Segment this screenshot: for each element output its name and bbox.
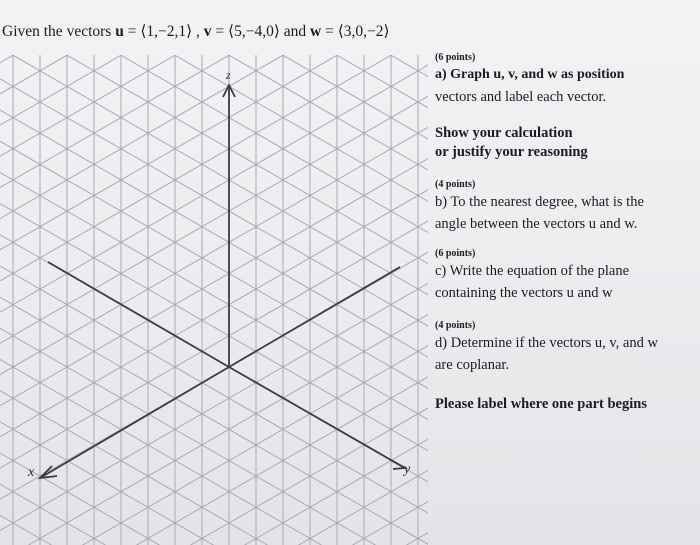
part-b-line1: b) To the nearest degree, what is the bbox=[435, 194, 644, 210]
grid-diagonal-line bbox=[0, 55, 430, 281]
y-axis bbox=[229, 367, 405, 468]
grid-diagonal-line bbox=[0, 328, 430, 545]
y-axis-label: y bbox=[404, 462, 411, 477]
part-a bbox=[435, 52, 697, 108]
part-a-line1: a) Graph u, v, and w as position bbox=[435, 67, 625, 82]
grid-diagonal-line bbox=[0, 532, 430, 545]
part-c-points: (6 points) bbox=[435, 248, 476, 259]
x-axis-label: x bbox=[28, 465, 35, 480]
vector-v-value: ⟨5,−4,0⟩ bbox=[228, 23, 280, 40]
problem-header bbox=[2, 22, 390, 41]
part-d-line2: are coplanar. bbox=[435, 357, 510, 373]
grid-diagonal-line bbox=[0, 55, 430, 187]
grid-diagonal-line bbox=[0, 297, 430, 545]
vector-v-name: v bbox=[203, 23, 212, 40]
vector-w-name: w bbox=[310, 23, 322, 40]
grid-diagonal-line bbox=[0, 189, 430, 437]
negative-x-axis bbox=[229, 267, 400, 367]
grid-diagonal-line bbox=[0, 313, 430, 545]
grid-diagonal-line bbox=[0, 55, 430, 296]
grid-diagonal-line bbox=[0, 55, 430, 125]
vector-u-name: u bbox=[115, 23, 124, 40]
part-b-points: (4 points) bbox=[435, 179, 476, 190]
grid-diagonal-line bbox=[0, 515, 430, 545]
part-a-line2: vectors and label each vector. bbox=[435, 89, 607, 105]
show-work-line1: Show your calculation bbox=[435, 125, 573, 141]
grid-diagonal-line bbox=[0, 220, 430, 468]
header-and: and bbox=[283, 23, 307, 40]
show-work-note bbox=[435, 124, 697, 162]
label-instruction-text: Please label where one part begins bbox=[435, 396, 647, 412]
part-c bbox=[435, 248, 697, 304]
grid-diagonal-line bbox=[0, 55, 430, 171]
part-a-points: (6 points) bbox=[435, 52, 476, 63]
grid-diagonal-line bbox=[0, 55, 430, 219]
label-instruction bbox=[435, 395, 697, 414]
equals-sign-v: = bbox=[215, 23, 225, 40]
isometric-grid bbox=[0, 55, 430, 545]
grid-diagonal-line bbox=[0, 469, 430, 545]
grid-diagonal-line bbox=[0, 126, 430, 374]
grid-diagonal-line bbox=[0, 55, 430, 234]
grid-diagonal-line bbox=[0, 500, 430, 545]
part-d-line1: d) Determine if the vectors u, v, and w bbox=[435, 335, 658, 351]
x-axis bbox=[40, 367, 229, 478]
part-b-line2: angle between the vectors u and w. bbox=[435, 216, 638, 232]
vector-u-value: ⟨1,−2,1⟩ bbox=[140, 23, 193, 40]
grid-diagonal-line bbox=[0, 79, 430, 327]
grid-diagonal-line bbox=[0, 55, 430, 78]
grid-diagonal-line bbox=[0, 55, 430, 202]
part-d-points: (4 points) bbox=[435, 320, 476, 331]
grid-diagonal-line bbox=[0, 95, 430, 343]
part-c-line1: c) Write the equation of the plane bbox=[435, 263, 630, 279]
vector-w-value: ⟨3,0,−2⟩ bbox=[337, 23, 390, 40]
grid-diagonal-line bbox=[0, 438, 430, 545]
grid-diagonal-line bbox=[0, 110, 430, 358]
part-d bbox=[435, 320, 697, 376]
grid-diagonal-line bbox=[0, 172, 430, 420]
z-axis-label: z bbox=[226, 68, 231, 82]
grid-diagonal-line bbox=[0, 282, 430, 530]
part-c-line2: containing the vectors u and w bbox=[435, 285, 613, 301]
grid-diagonal-line bbox=[0, 55, 430, 140]
separator-u: , bbox=[196, 23, 200, 40]
grid-diagonal-line bbox=[0, 376, 430, 545]
equals-sign-w: = bbox=[325, 23, 334, 40]
header-intro: Given the vectors bbox=[2, 23, 112, 40]
show-work-line2: or justify your reasoning bbox=[435, 144, 588, 160]
grid-diagonal-line bbox=[0, 141, 430, 389]
grid-lines bbox=[0, 55, 430, 545]
grid-diagonal-line bbox=[0, 64, 430, 312]
grid-diagonal-line bbox=[0, 157, 430, 405]
grid-diagonal-line bbox=[0, 55, 430, 265]
grid-diagonal-line bbox=[0, 204, 430, 452]
grid-diagonal-line bbox=[0, 55, 430, 250]
grid-diagonal-line bbox=[0, 266, 430, 514]
equals-sign-u: = bbox=[127, 23, 137, 40]
part-b bbox=[435, 179, 697, 235]
